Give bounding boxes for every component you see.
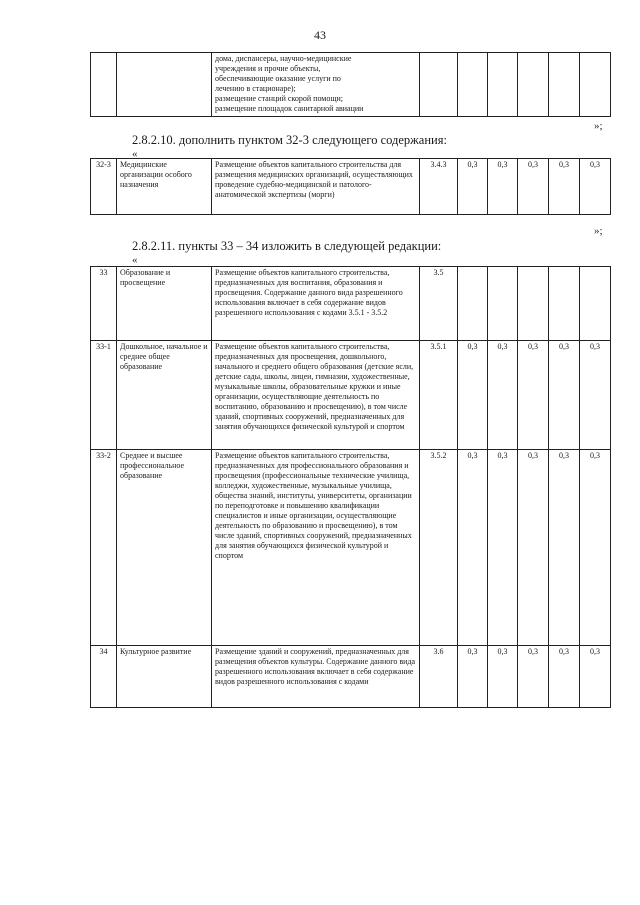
row-code: 3.4.3 — [420, 159, 458, 215]
row-number: 34 — [91, 646, 117, 708]
row-number: 33 — [91, 267, 117, 341]
row-value — [549, 267, 580, 341]
row-value: 0,3 — [580, 341, 611, 450]
row-value: 0,3 — [488, 646, 518, 708]
top-fragment-num — [91, 53, 117, 117]
top-fragment-val — [458, 53, 488, 117]
row-description: Размещение объектов капитального строительства для размещения медицинских организаций, осуществляющих проведение судебно-медицинской и патолого-анатомической экспертизы (морги) — [212, 159, 420, 215]
row-name: Медицинские организации особого назначения — [117, 159, 212, 215]
top-fragment-line: обеспечивающие оказание услуги по — [215, 74, 341, 83]
row-value — [458, 267, 488, 341]
row-code: 3.6 — [420, 646, 458, 708]
top-fragment-code — [420, 53, 458, 117]
top-fragment-val — [580, 53, 611, 117]
top-fragment-desc — [212, 53, 420, 117]
row-description: Размещение объектов капитального строительства, предназначенных для воспитания, образования и просвещения. Содержание данного вида разрешенного использования включает в себя содержание видов разрешенного использования с кодами 3.5.1 - 3.5.2 — [212, 267, 420, 341]
row-value: 0,3 — [458, 646, 488, 708]
table-row — [91, 646, 611, 708]
row-value: 0,3 — [549, 341, 580, 450]
row-number: 33-1 — [91, 341, 117, 450]
opening-quote: « — [132, 148, 138, 160]
top-fragment-val — [549, 53, 580, 117]
row-code: 3.5 — [420, 267, 458, 341]
row-value: 0,3 — [518, 646, 549, 708]
row-value: 0,3 — [549, 450, 580, 646]
row-value: 0,3 — [549, 646, 580, 708]
row-number: 32-3 — [91, 159, 117, 215]
closing-quote: »; — [594, 120, 603, 132]
top-fragment-line: размещение станций скорой помощи; — [215, 94, 344, 103]
top-fragment-line: лечению в стационаре); — [215, 84, 296, 93]
table-row-32-3 — [90, 158, 611, 215]
row-value: 0,3 — [518, 341, 549, 450]
closing-quote: »; — [594, 225, 603, 237]
row-code: 3.5.1 — [420, 341, 458, 450]
main-table — [90, 266, 611, 708]
row-value: 0,3 — [488, 341, 518, 450]
top-fragment-name — [117, 53, 212, 117]
row-value: 0,3 — [580, 646, 611, 708]
row-value — [580, 267, 611, 341]
row-name: Культурное развитие — [117, 646, 212, 708]
row-number: 33-2 — [91, 450, 117, 646]
row-value: 0,3 — [580, 450, 611, 646]
row-value: 0,3 — [488, 159, 518, 215]
section-heading-2-8-2-11: 2.8.2.11. пункты 33 – 34 изложить в следующей редакции: — [132, 239, 442, 253]
row-value: 0,3 — [488, 450, 518, 646]
row-code: 3.5.2 — [420, 450, 458, 646]
row-description: Размещение объектов капитального строительства, предназначенных для профессионального образования и просвещения (профессиональные технические училища, колледжи, художественные, музыкальные училища, общества знаний, институты, университеты, организации по переподготовке и повышению квалификации специалистов и иные организации, осуществляющие деятельность по образованию и просвещению), в том числе зданий, спортивных сооружений, предназначенных для занятия обучающихся физической культурой и спортом — [212, 450, 420, 646]
row-value — [518, 267, 549, 341]
row-value: 0,3 — [518, 450, 549, 646]
page-number: 43 — [314, 28, 326, 42]
top-fragment-val — [488, 53, 518, 117]
section-heading-2-8-2-10: 2.8.2.10. дополнить пунктом 32-3 следующего содержания: — [132, 133, 447, 147]
top-fragment-val — [518, 53, 549, 117]
row-name: Среднее и высшее профессиональное образование — [117, 450, 212, 646]
row-value: 0,3 — [580, 159, 611, 215]
top-fragment-line: дома, диспансеры, научно-медицинские — [215, 54, 352, 63]
row-value: 0,3 — [458, 159, 488, 215]
row-name: Дошкольное, начальное и среднее общее образование — [117, 341, 212, 450]
row-description: Размещение зданий и сооружений, предназначенных для размещения объектов культуры. Содержание данного вида разрешенного использования включает в себя содержание видов разрешенного использования с кодами — [212, 646, 420, 708]
table-row — [91, 341, 611, 450]
table-row — [91, 450, 611, 646]
row-value: 0,3 — [549, 159, 580, 215]
row-description: Размещение объектов капитального строительства, предназначенных для просвещения, дошкольного, начального и среднего общего образования (детские ясли, детские сады, школы, лицеи, гимназии, художественные, музыкальные школы, образовательные кружки и иные организации, осуществляющие деятельность по воспитанию, образованию и просвещению), в том числе зданий, спортивных сооружений, предназначенных для занятия обучающихся физической культурой и спортом — [212, 341, 420, 450]
row-value: 0,3 — [458, 341, 488, 450]
row-value — [488, 267, 518, 341]
top-fragment-line: учреждения и прочие объекты, — [215, 64, 321, 73]
opening-quote: « — [132, 254, 138, 266]
row-value: 0,3 — [458, 450, 488, 646]
table-row — [91, 267, 611, 341]
top-fragment-table — [90, 52, 611, 117]
row-value: 0,3 — [518, 159, 549, 215]
top-fragment-line: размещение площадок санитарной авиации — [215, 104, 364, 113]
row-name: Образование и просвещение — [117, 267, 212, 341]
